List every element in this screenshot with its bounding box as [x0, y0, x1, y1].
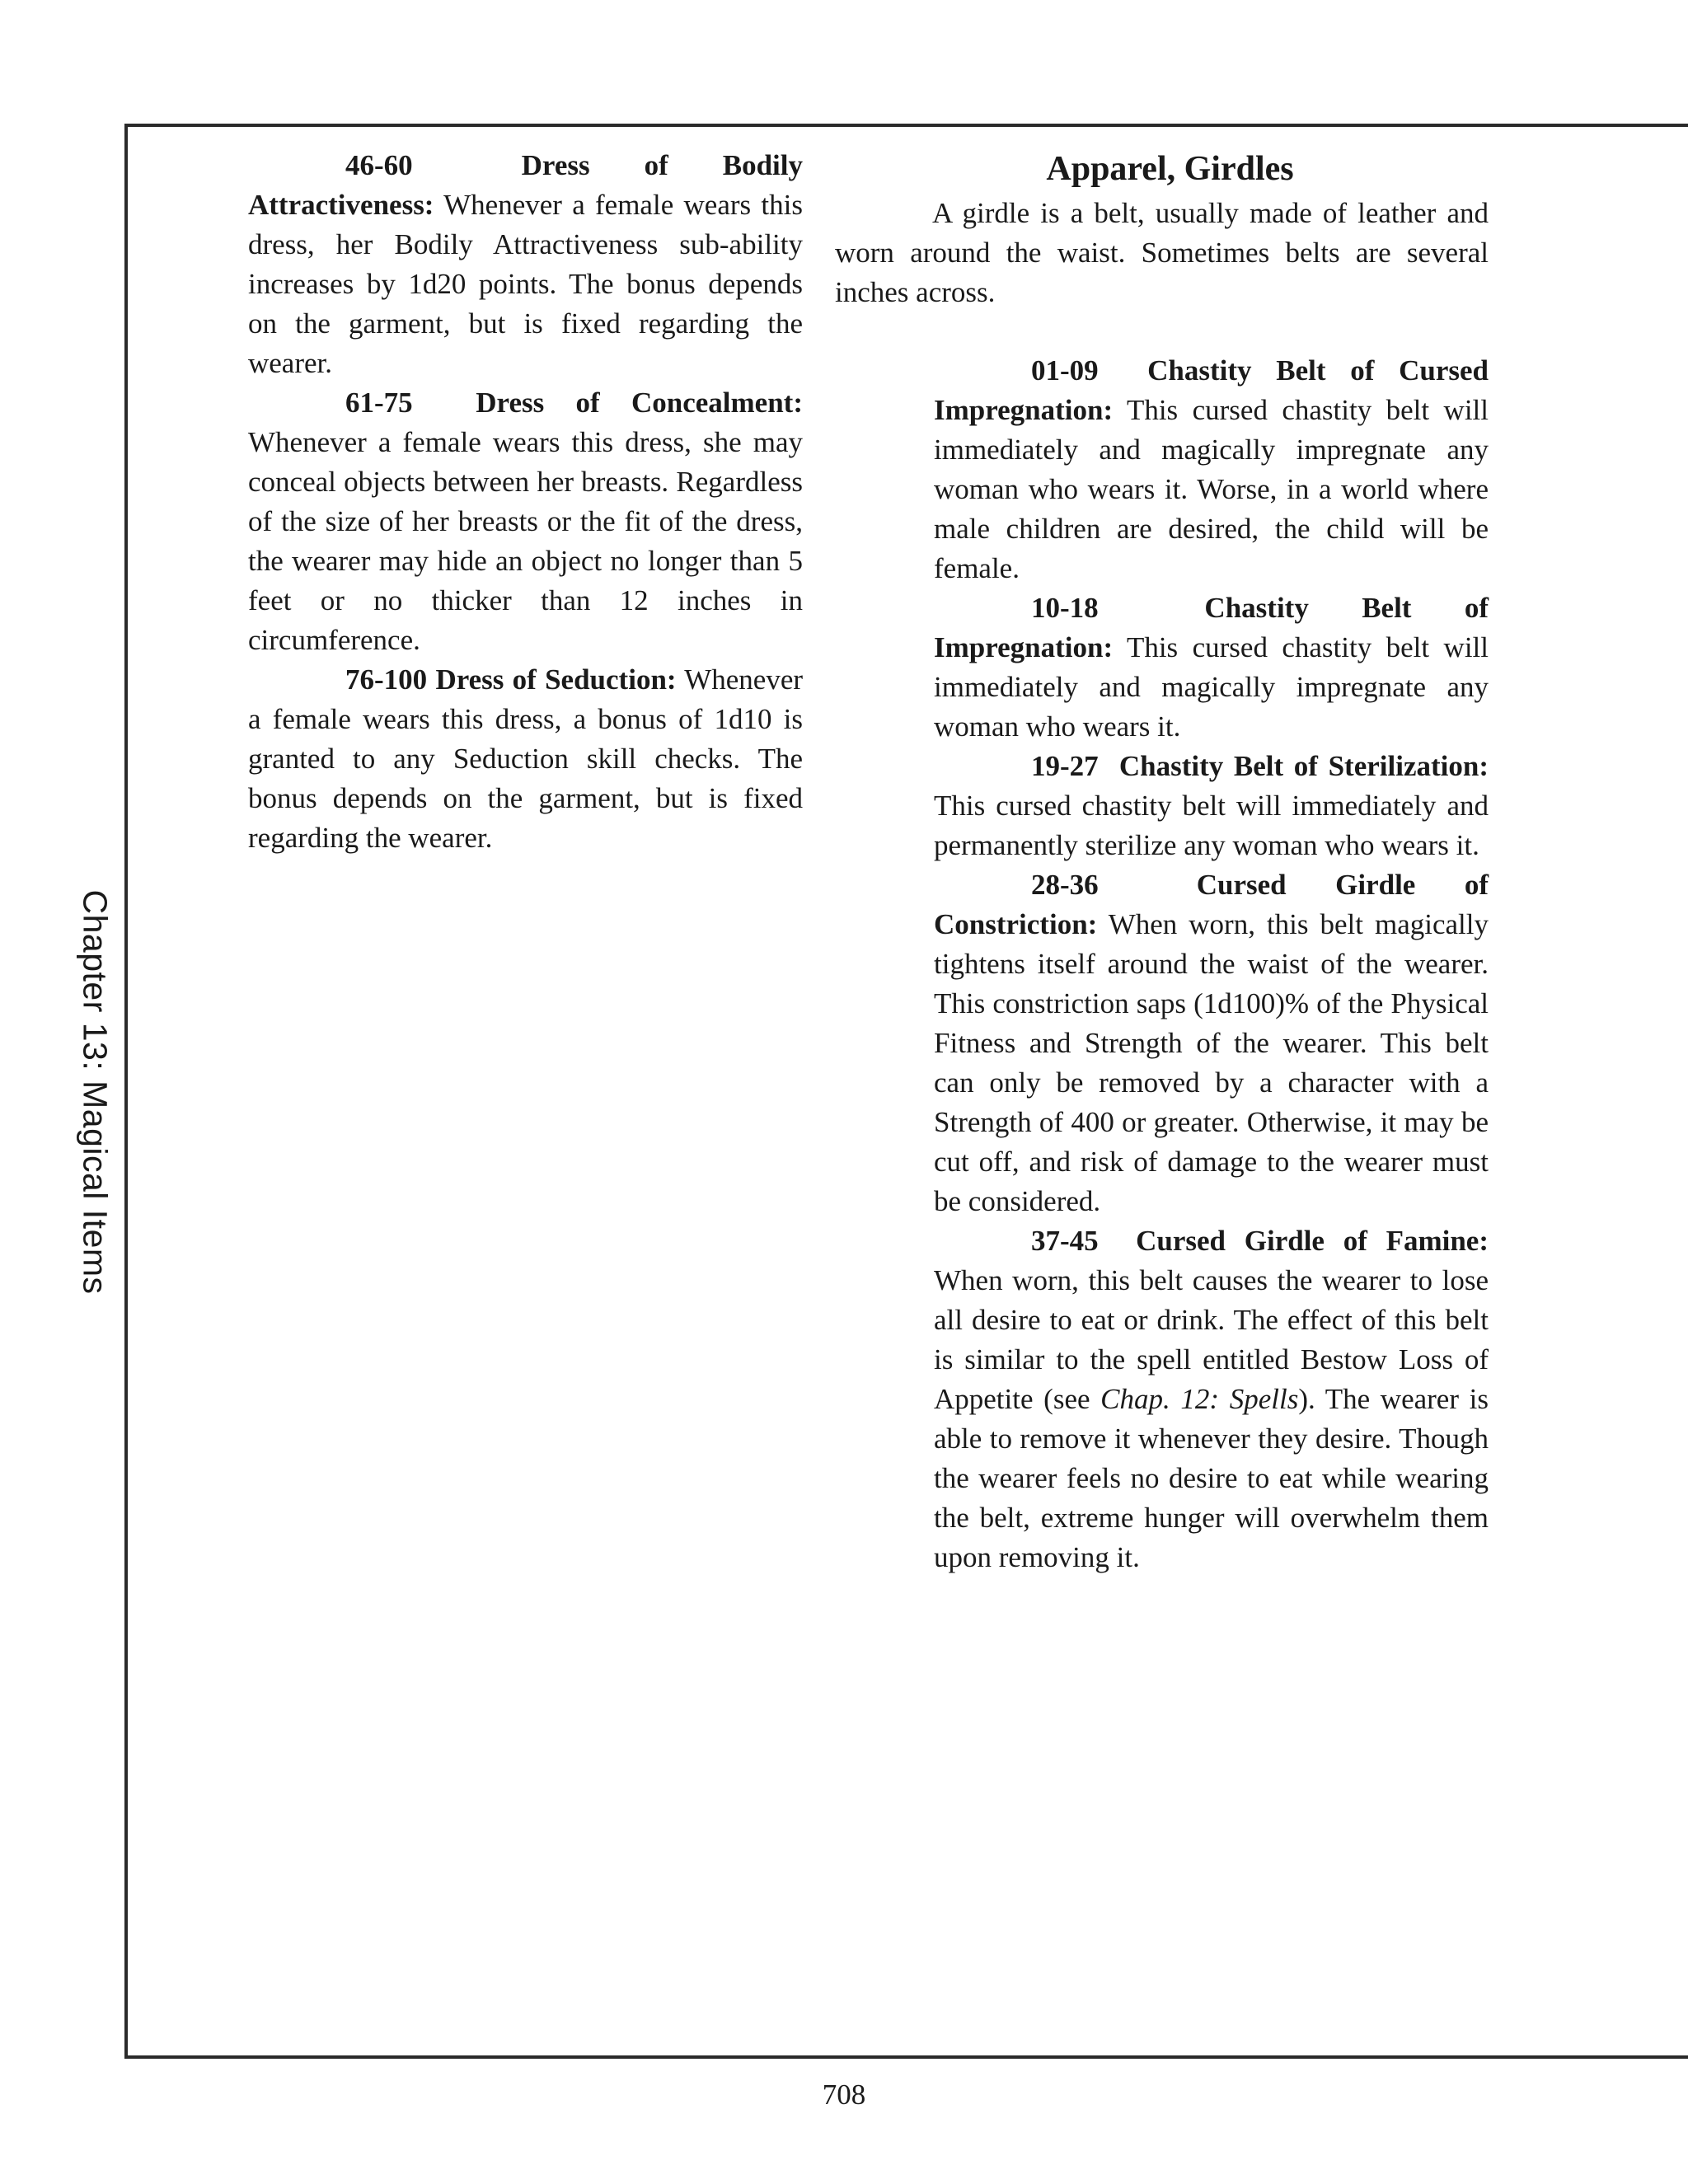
entry-title: Chastity Belt of Sterilization: — [1118, 750, 1489, 782]
section-heading: Apparel, Girdles — [1046, 150, 1294, 188]
entry-text: Whenever a female wears this dress, she may conceal objects between her breasts. Regardless of the size of her breasts or the fit of the dress, the wearer may hide an object no longer than 5 feet or no thicker than 12 inches in circumference. — [248, 426, 803, 656]
entry-range: 37-45 — [1031, 1225, 1099, 1257]
entry-range: 01-09 — [1031, 354, 1099, 387]
entry-title: Cursed Girdle of Famine: — [1136, 1225, 1489, 1257]
entry-range: 76-100 — [345, 663, 428, 696]
entry-text: This cursed chastity belt will immediately and permanently sterilize any woman who wears it. — [934, 790, 1489, 861]
entry-range: 61-75 — [345, 387, 413, 419]
entry-cursed-girdle-constriction — [934, 865, 1489, 1221]
entry-chastity-belt-cursed-impregnation — [934, 351, 1489, 588]
entry-chastity-belt-sterilization — [934, 747, 1489, 865]
chapter-reference: Chap. 12: Spells — [1100, 1383, 1299, 1415]
entry-text: Whenever a female wears this dress, her Bodily Attractiveness sub-ability increases by 1d20 points. The bonus depends on the garment, but is fixed regarding the wearer. — [248, 189, 803, 379]
entry-title: Dress of Concealment: — [476, 387, 803, 419]
entry-text: This cursed chastity belt will immediately and magically impregnate any woman who wears it. Worse, in a world where male children are desired, the child will be female. — [934, 394, 1489, 584]
entry-text: When worn, this belt magically tightens itself around the waist of the wearer. This constriction saps (1d100)% of the Physical Fitness and Strength of the wearer. This belt can only be removed by a character with a Strength of 400 or greater. Otherwise, it may be cut off, and risk of damage to the wearer must be considered. — [934, 908, 1489, 1217]
entry-title: Chastity Belt of Cursed Impregnation: — [934, 354, 1489, 426]
entry-text-continued: ). The wearer is able to remove it whenever they desire. Though the wearer feels no desire to eat while wearing the belt, extreme hunger will overwhelm them upon removing it. — [934, 1383, 1489, 1573]
left-column — [248, 146, 803, 858]
entry-title: Dress of Bodily Attractiveness: — [248, 149, 803, 221]
entry-text: When worn, this belt causes the wearer to lose all desire to eat or drink. The effect of this belt is similar to the spell entitled Bestow Loss of Appetite (see — [934, 1264, 1489, 1415]
entry-title: Chastity Belt of Impregnation: — [934, 592, 1489, 663]
entry-range: 10-18 — [1031, 592, 1099, 624]
entry-dress-bodily-attractiveness — [248, 146, 803, 383]
entry-cursed-girdle-famine — [934, 1221, 1489, 1577]
entry-dress-concealment — [248, 383, 803, 660]
entry-title: Dress of Seduction: — [435, 663, 677, 696]
entry-range: 28-36 — [1031, 869, 1099, 901]
entry-title: Cursed Girdle of Constriction: — [934, 869, 1489, 940]
entry-chastity-belt-impregnation — [934, 588, 1489, 747]
entry-text: Whenever a female wears this dress, a bonus of 1d10 is granted to any Seduction skill checks. The bonus depends on the garment, but is fixed regarding the wearer. — [248, 663, 804, 854]
entry-text: This cursed chastity belt will immediately and magically impregnate any woman who wears it. — [934, 631, 1489, 743]
entry-range: 46-60 — [345, 149, 413, 181]
entry-dress-seduction — [248, 660, 803, 858]
chapter-side-label: Chapter 13: Magical Items — [76, 889, 115, 1295]
right-column — [934, 351, 1489, 1577]
page-number: 708 — [822, 2079, 866, 2111]
intro-paragraph: A girdle is a belt, usually made of leather and worn around the waist. Sometimes belts are several inches across. — [835, 197, 1489, 308]
entry-range: 19-27 — [1031, 750, 1099, 782]
girdles-intro — [835, 146, 1489, 312]
